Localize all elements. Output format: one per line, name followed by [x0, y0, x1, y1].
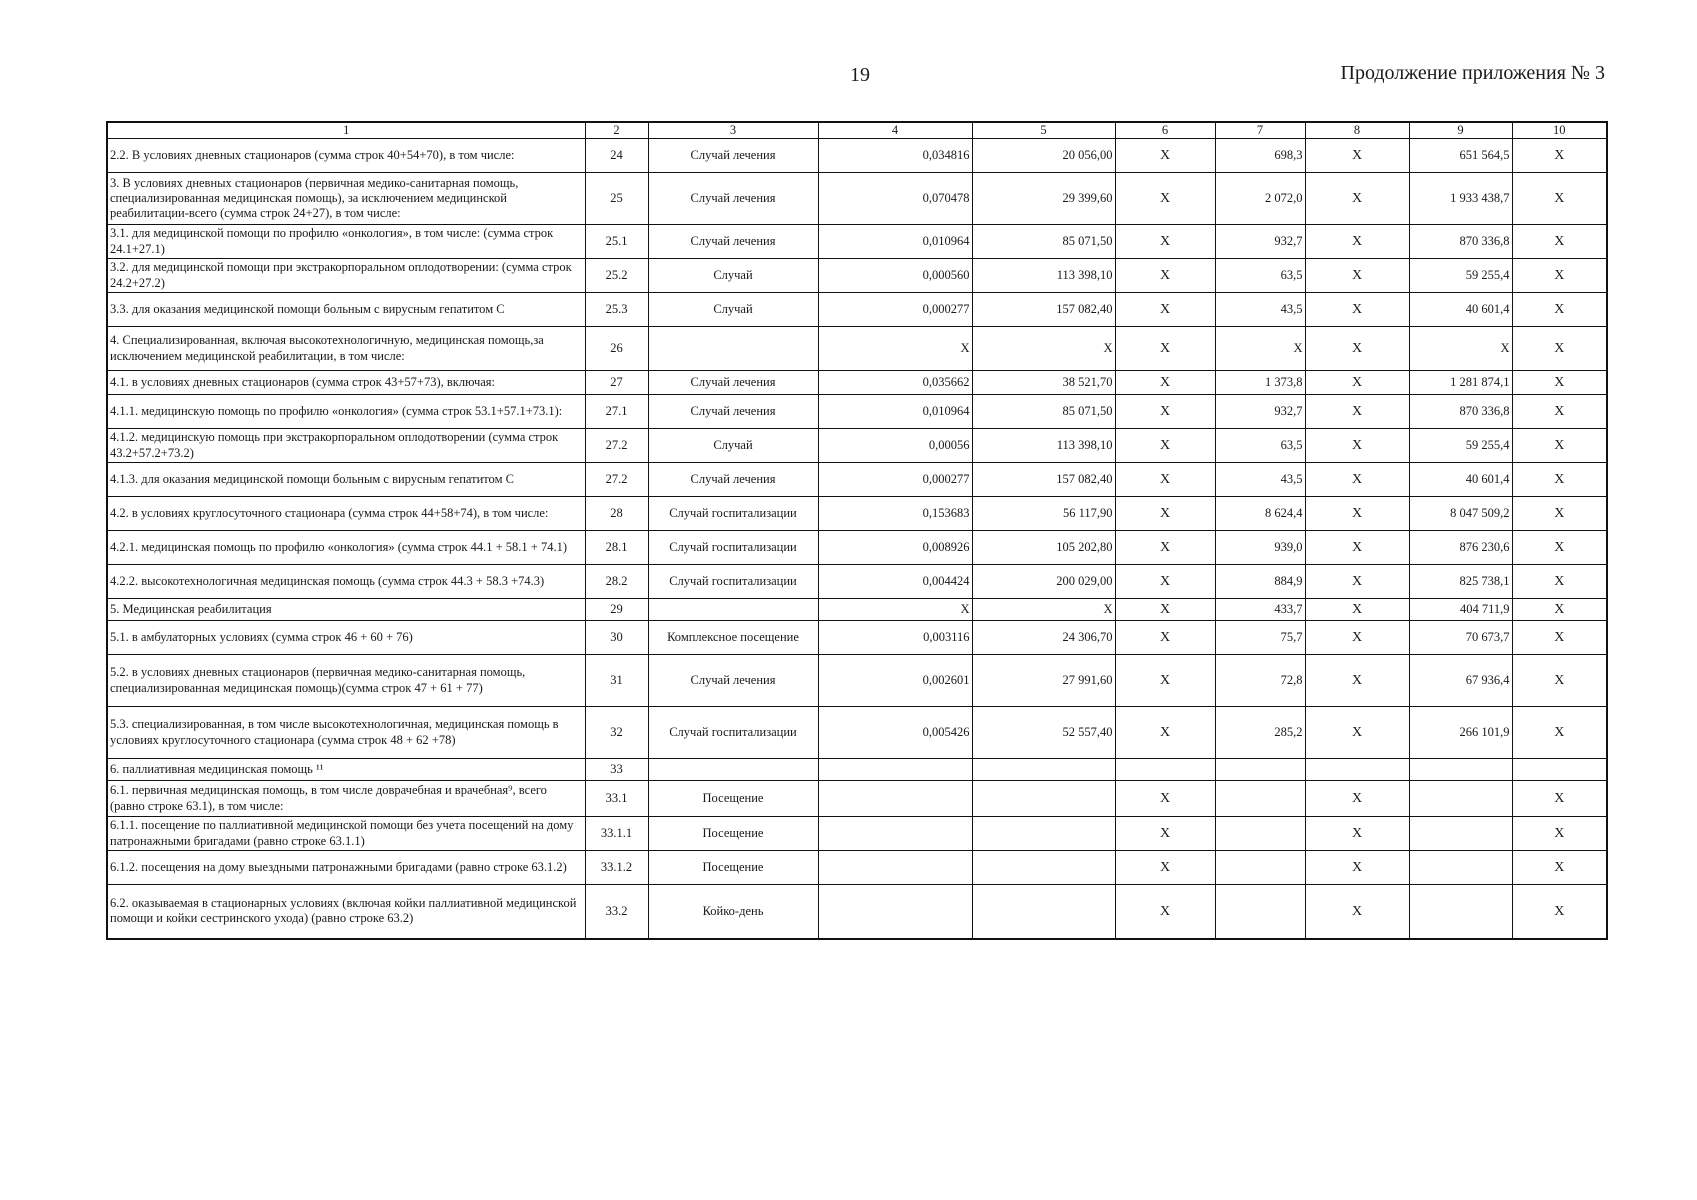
table-cell-c5 [972, 817, 1115, 851]
table-cell-c7 [1215, 781, 1305, 817]
table-cell-c10: X [1512, 225, 1607, 259]
table-cell-c2: 33.1.2 [585, 851, 648, 885]
table-cell-c8: X [1305, 817, 1409, 851]
table-cell-c4: 0,035662 [818, 371, 972, 395]
table-cell-c7 [1215, 759, 1305, 781]
table-cell-c7 [1215, 851, 1305, 885]
table-cell-c10: X [1512, 259, 1607, 293]
table-cell-c7: 1 373,8 [1215, 371, 1305, 395]
table-cell-c1: 6.1.1. посещение по паллиативной медицинской помощи без учета посещений на дому патронажными бригадами (равно строке 63.1.1) [107, 817, 585, 851]
table-cell-c2: 33.1 [585, 781, 648, 817]
table-cell-c5 [972, 759, 1115, 781]
table-row [107, 621, 1607, 655]
table-cell-c1: 4.1.1. медицинскую помощь по профилю «онкология» (сумма строк 53.1+57.1+73.1): [107, 395, 585, 429]
table-cell-c9: 40 601,4 [1409, 293, 1512, 327]
table-body [107, 122, 1607, 939]
table-cell-c9: 870 336,8 [1409, 225, 1512, 259]
table-cell-c2: 24 [585, 139, 648, 173]
table-cell-c1: 4.1.2. медицинскую помощь при экстракорпоральном оплодотворении (сумма строк 43.2+57.2+73.2) [107, 429, 585, 463]
table-cell-c8: X [1305, 293, 1409, 327]
table-cell-c5: 113 398,10 [972, 259, 1115, 293]
table-cell-c7: X [1215, 327, 1305, 371]
table-row [107, 395, 1607, 429]
table-cell-c3 [648, 327, 818, 371]
table-cell-c7: 932,7 [1215, 395, 1305, 429]
table-cell-c8: X [1305, 781, 1409, 817]
table-cell-c6: X [1115, 173, 1215, 225]
table-cell-c5: 38 521,70 [972, 371, 1115, 395]
table-cell-c4: X [818, 599, 972, 621]
table-cell-c2: 27 [585, 371, 648, 395]
table-cell-c1: 3.1. для медицинской помощи по профилю «онкология», в том числе: (сумма строк 24.1+27.1) [107, 225, 585, 259]
table-cell-c2: 28.1 [585, 531, 648, 565]
table-cell-c10: X [1512, 429, 1607, 463]
table-cell-c7 [1215, 885, 1305, 939]
table-cell-c9: 59 255,4 [1409, 259, 1512, 293]
table-cell-c8: X [1305, 327, 1409, 371]
table-cell-c6: X [1115, 707, 1215, 759]
table-cell-c8 [1305, 759, 1409, 781]
table-cell-c9: 651 564,5 [1409, 139, 1512, 173]
table-row [107, 885, 1607, 939]
table-cell-c3: Случай [648, 293, 818, 327]
table-row [107, 655, 1607, 707]
table-cell-c1: 5. Медицинская реабилитация [107, 599, 585, 621]
header-cell: 9 [1409, 122, 1512, 139]
table-cell-c7: 285,2 [1215, 707, 1305, 759]
table-cell-c9: 876 230,6 [1409, 531, 1512, 565]
table-cell-c8: X [1305, 851, 1409, 885]
table-cell-c8: X [1305, 371, 1409, 395]
table-cell-c3 [648, 599, 818, 621]
table-cell-c2: 26 [585, 327, 648, 371]
table-cell-c3: Случай лечения [648, 655, 818, 707]
table-cell-c9: X [1409, 327, 1512, 371]
table-cell-c10: X [1512, 655, 1607, 707]
table-cell-c2: 27.1 [585, 395, 648, 429]
table-cell-c4: 0,034816 [818, 139, 972, 173]
table-row [107, 429, 1607, 463]
table-cell-c2: 33.1.1 [585, 817, 648, 851]
table-cell-c3: Случай лечения [648, 225, 818, 259]
table-cell-c4: 0,003116 [818, 621, 972, 655]
table-cell-c2: 33.2 [585, 885, 648, 939]
table-cell-c3: Комплексное посещение [648, 621, 818, 655]
table-cell-c8: X [1305, 173, 1409, 225]
table-cell-c1: 5.3. специализированная, в том числе высокотехнологичная, медицинская помощь в условиях круглосуточного стационара (сумма строк 48 + 62 +78) [107, 707, 585, 759]
table-cell-c8: X [1305, 259, 1409, 293]
table-cell-c2: 31 [585, 655, 648, 707]
table-cell-c9: 266 101,9 [1409, 707, 1512, 759]
table-cell-c7: 932,7 [1215, 225, 1305, 259]
table-cell-c8: X [1305, 707, 1409, 759]
table-cell-c6: X [1115, 599, 1215, 621]
header-cell: 2 [585, 122, 648, 139]
table-row [107, 259, 1607, 293]
data-table [106, 121, 1608, 940]
table-cell-c5: 85 071,50 [972, 225, 1115, 259]
table-cell-c4 [818, 851, 972, 885]
table-cell-c6: X [1115, 371, 1215, 395]
table-cell-c6: X [1115, 395, 1215, 429]
table-cell-c3: Случай [648, 429, 818, 463]
table-cell-c10: X [1512, 497, 1607, 531]
table-cell-c3: Посещение [648, 781, 818, 817]
header-cell: 7 [1215, 122, 1305, 139]
table-cell-c4: 0,010964 [818, 395, 972, 429]
table-cell-c9 [1409, 817, 1512, 851]
table-cell-c2: 27.2 [585, 463, 648, 497]
table-cell-c4: 0,000560 [818, 259, 972, 293]
table-cell-c6: X [1115, 327, 1215, 371]
table-cell-c5: 157 082,40 [972, 463, 1115, 497]
table-cell-c9: 70 673,7 [1409, 621, 1512, 655]
table-cell-c7: 72,8 [1215, 655, 1305, 707]
table-cell-c9 [1409, 885, 1512, 939]
table-cell-c9 [1409, 851, 1512, 885]
table-cell-c6: X [1115, 429, 1215, 463]
table-cell-c9: 8 047 509,2 [1409, 497, 1512, 531]
table-cell-c4: 0,010964 [818, 225, 972, 259]
table-row [107, 139, 1607, 173]
table-row [107, 327, 1607, 371]
table-cell-c10 [1512, 759, 1607, 781]
table-cell-c1: 4.2. в условиях круглосуточного стационара (сумма строк 44+58+74), в том числе: [107, 497, 585, 531]
table-cell-c3: Случай лечения [648, 139, 818, 173]
header-cell: 10 [1512, 122, 1607, 139]
table-cell-c4: 0,000277 [818, 293, 972, 327]
table-cell-c5: 27 991,60 [972, 655, 1115, 707]
table-cell-c2: 33 [585, 759, 648, 781]
table-cell-c10: X [1512, 707, 1607, 759]
table-cell-c7: 43,5 [1215, 463, 1305, 497]
table-cell-c9: 404 711,9 [1409, 599, 1512, 621]
table-cell-c10: X [1512, 565, 1607, 599]
table-cell-c4: 0,002601 [818, 655, 972, 707]
table-cell-c5 [972, 851, 1115, 885]
table-cell-c5 [972, 781, 1115, 817]
table-cell-c10: X [1512, 885, 1607, 939]
table-cell-c10: X [1512, 781, 1607, 817]
table-cell-c8: X [1305, 599, 1409, 621]
table-cell-c10: X [1512, 531, 1607, 565]
table-cell-c5: X [972, 599, 1115, 621]
header-cell: 4 [818, 122, 972, 139]
table-cell-c3: Случай госпитализации [648, 565, 818, 599]
table-cell-c10: X [1512, 599, 1607, 621]
table-cell-c9: 1 281 874,1 [1409, 371, 1512, 395]
table-cell-c9 [1409, 781, 1512, 817]
table-cell-c2: 27.2 [585, 429, 648, 463]
table-cell-c2: 32 [585, 707, 648, 759]
table-cell-c1: 3. В условиях дневных стационаров (первичная медико-санитарная помощь, специализированная медицинская помощь), за исключением медицинской реабилитации-всего (сумма строк 24+27), в том числе: [107, 173, 585, 225]
table-cell-c8: X [1305, 463, 1409, 497]
continuation-caption: Продолжение приложения № 3 [1340, 62, 1605, 84]
table-row [107, 225, 1607, 259]
table-row [107, 817, 1607, 851]
table-cell-c3: Случай лечения [648, 173, 818, 225]
table-cell-c8: X [1305, 621, 1409, 655]
table-cell-c1: 4.1. в условиях дневных стационаров (сумма строк 43+57+73), включая: [107, 371, 585, 395]
table-cell-c3: Койко-день [648, 885, 818, 939]
table-cell-c8: X [1305, 885, 1409, 939]
table-cell-c2: 30 [585, 621, 648, 655]
table-cell-c6: X [1115, 621, 1215, 655]
table-cell-c5: 29 399,60 [972, 173, 1115, 225]
table-cell-c6: X [1115, 259, 1215, 293]
table-cell-c3: Случай госпитализации [648, 707, 818, 759]
table-cell-c8: X [1305, 565, 1409, 599]
table-cell-c2: 28.2 [585, 565, 648, 599]
table-cell-c7: 2 072,0 [1215, 173, 1305, 225]
table-cell-c9: 40 601,4 [1409, 463, 1512, 497]
table-cell-c7: 75,7 [1215, 621, 1305, 655]
table-cell-c10: X [1512, 463, 1607, 497]
table-cell-c10: X [1512, 851, 1607, 885]
table-cell-c2: 28 [585, 497, 648, 531]
table-cell-c6: X [1115, 781, 1215, 817]
table-cell-c10: X [1512, 293, 1607, 327]
table-cell-c5: 200 029,00 [972, 565, 1115, 599]
table-cell-c6: X [1115, 885, 1215, 939]
table-cell-c5: X [972, 327, 1115, 371]
table-cell-c5: 52 557,40 [972, 707, 1115, 759]
table-cell-c1: 3.3. для оказания медицинской помощи больным с вирусным гепатитом С [107, 293, 585, 327]
table-cell-c9 [1409, 759, 1512, 781]
table-cell-c5: 105 202,80 [972, 531, 1115, 565]
table-cell-c10: X [1512, 621, 1607, 655]
table-cell-c7: 43,5 [1215, 293, 1305, 327]
table-cell-c4 [818, 817, 972, 851]
table-cell-c1: 4.2.1. медицинская помощь по профилю «онкология» (сумма строк 44.1 + 58.1 + 74.1) [107, 531, 585, 565]
header-cell: 5 [972, 122, 1115, 139]
header-cell: 6 [1115, 122, 1215, 139]
table-cell-c9: 1 933 438,7 [1409, 173, 1512, 225]
table-cell-c8: X [1305, 497, 1409, 531]
table-cell-c7 [1215, 817, 1305, 851]
table-cell-c3: Случай лечения [648, 463, 818, 497]
table-cell-c8: X [1305, 429, 1409, 463]
page-number: 19 [850, 64, 870, 86]
table-row [107, 531, 1607, 565]
table-row [107, 173, 1607, 225]
table-row [107, 599, 1607, 621]
table-cell-c8: X [1305, 531, 1409, 565]
table-cell-c4: 0,008926 [818, 531, 972, 565]
table-cell-c6: X [1115, 225, 1215, 259]
table-cell-c4: 0,153683 [818, 497, 972, 531]
table-cell-c6: X [1115, 817, 1215, 851]
table-cell-c3: Случай госпитализации [648, 531, 818, 565]
table-cell-c6: X [1115, 293, 1215, 327]
table-cell-c2: 29 [585, 599, 648, 621]
table-cell-c8: X [1305, 395, 1409, 429]
table-cell-c6: X [1115, 565, 1215, 599]
table-cell-c6: X [1115, 655, 1215, 707]
table-row [107, 371, 1607, 395]
table-cell-c8: X [1305, 225, 1409, 259]
table-cell-c9: 59 255,4 [1409, 429, 1512, 463]
table-row [107, 781, 1607, 817]
table-cell-c4: 0,000277 [818, 463, 972, 497]
table-cell-c10: X [1512, 327, 1607, 371]
table-cell-c1: 6. паллиативная медицинская помощь ¹¹ [107, 759, 585, 781]
table-cell-c4: 0,00056 [818, 429, 972, 463]
table-cell-c7: 433,7 [1215, 599, 1305, 621]
table-cell-c5: 85 071,50 [972, 395, 1115, 429]
table-cell-c6 [1115, 759, 1215, 781]
table-cell-c3: Случай лечения [648, 395, 818, 429]
table-cell-c6: X [1115, 139, 1215, 173]
table-cell-c1: 5.1. в амбулаторных условиях (сумма строк 46 + 60 + 76) [107, 621, 585, 655]
table-cell-c4 [818, 781, 972, 817]
table-cell-c2: 25.2 [585, 259, 648, 293]
table-cell-c1: 4. Специализированная, включая высокотехнологичную, медицинская помощь,за исключением медицинской реабилитации, в том числе: [107, 327, 585, 371]
table-cell-c10: X [1512, 817, 1607, 851]
table-cell-c10: X [1512, 139, 1607, 173]
table-row [107, 463, 1607, 497]
table-cell-c3: Случай госпитализации [648, 497, 818, 531]
table-row [107, 565, 1607, 599]
table-cell-c1: 2.2. В условиях дневных стационаров (сумма строк 40+54+70), в том числе: [107, 139, 585, 173]
header-cell: 1 [107, 122, 585, 139]
table-cell-c10: X [1512, 173, 1607, 225]
table-cell-c1: 3.2. для медицинской помощи при экстракорпоральном оплодотворении: (сумма строк 24.2+27.2) [107, 259, 585, 293]
table-cell-c4: 0,004424 [818, 565, 972, 599]
table-cell-c2: 25 [585, 173, 648, 225]
table-row [107, 759, 1607, 781]
table-row [107, 293, 1607, 327]
table-cell-c5: 20 056,00 [972, 139, 1115, 173]
table-row [107, 851, 1607, 885]
table-cell-c5: 157 082,40 [972, 293, 1115, 327]
table-cell-c4 [818, 759, 972, 781]
table-cell-c1: 6.2. оказываемая в стационарных условиях (включая койки паллиативной медицинской помощи и койки сестринского ухода) (равно строке 63.2) [107, 885, 585, 939]
table-cell-c5: 56 117,90 [972, 497, 1115, 531]
table-cell-c2: 25.3 [585, 293, 648, 327]
table-cell-c3: Посещение [648, 851, 818, 885]
table-cell-c4: 0,005426 [818, 707, 972, 759]
table-cell-c9: 67 936,4 [1409, 655, 1512, 707]
table-cell-c1: 4.2.2. высокотехнологичная медицинская помощь (сумма строк 44.3 + 58.3 +74.3) [107, 565, 585, 599]
table-cell-c8: X [1305, 139, 1409, 173]
header-cell: 3 [648, 122, 818, 139]
table-row [107, 707, 1607, 759]
table-row [107, 497, 1607, 531]
table-cell-c10: X [1512, 371, 1607, 395]
table-cell-c1: 6.1.2. посещения на дому выездными патронажными бригадами (равно строке 63.1.2) [107, 851, 585, 885]
table-cell-c2: 25.1 [585, 225, 648, 259]
table-cell-c4: 0,070478 [818, 173, 972, 225]
table-cell-c1: 5.2. в условиях дневных стационаров (первичная медико-санитарная помощь, специализированная медицинская помощь)(сумма строк 47 + 61 + 77) [107, 655, 585, 707]
table-cell-c8: X [1305, 655, 1409, 707]
table-cell-c7: 698,3 [1215, 139, 1305, 173]
table-cell-c5 [972, 885, 1115, 939]
table-cell-c10: X [1512, 395, 1607, 429]
table-cell-c7: 63,5 [1215, 259, 1305, 293]
table-cell-c6: X [1115, 851, 1215, 885]
table-cell-c6: X [1115, 531, 1215, 565]
table-cell-c7: 939,0 [1215, 531, 1305, 565]
table-cell-c6: X [1115, 463, 1215, 497]
table-cell-c7: 884,9 [1215, 565, 1305, 599]
header-cell: 8 [1305, 122, 1409, 139]
table-cell-c4 [818, 885, 972, 939]
table-cell-c1: 4.1.3. для оказания медицинской помощи больным с вирусным гепатитом С [107, 463, 585, 497]
table-cell-c5: 113 398,10 [972, 429, 1115, 463]
table-cell-c5: 24 306,70 [972, 621, 1115, 655]
table-cell-c3 [648, 759, 818, 781]
table-cell-c7: 63,5 [1215, 429, 1305, 463]
table-header-row [107, 122, 1607, 139]
table-cell-c3: Посещение [648, 817, 818, 851]
table-cell-c9: 825 738,1 [1409, 565, 1512, 599]
table-cell-c7: 8 624,4 [1215, 497, 1305, 531]
table-cell-c1: 6.1. первичная медицинская помощь, в том числе доврачебная и врачебная⁹, всего (равно строке 63.1), в том числе: [107, 781, 585, 817]
table-cell-c3: Случай лечения [648, 371, 818, 395]
table-cell-c3: Случай [648, 259, 818, 293]
table-cell-c6: X [1115, 497, 1215, 531]
table-cell-c9: 870 336,8 [1409, 395, 1512, 429]
table-cell-c4: X [818, 327, 972, 371]
